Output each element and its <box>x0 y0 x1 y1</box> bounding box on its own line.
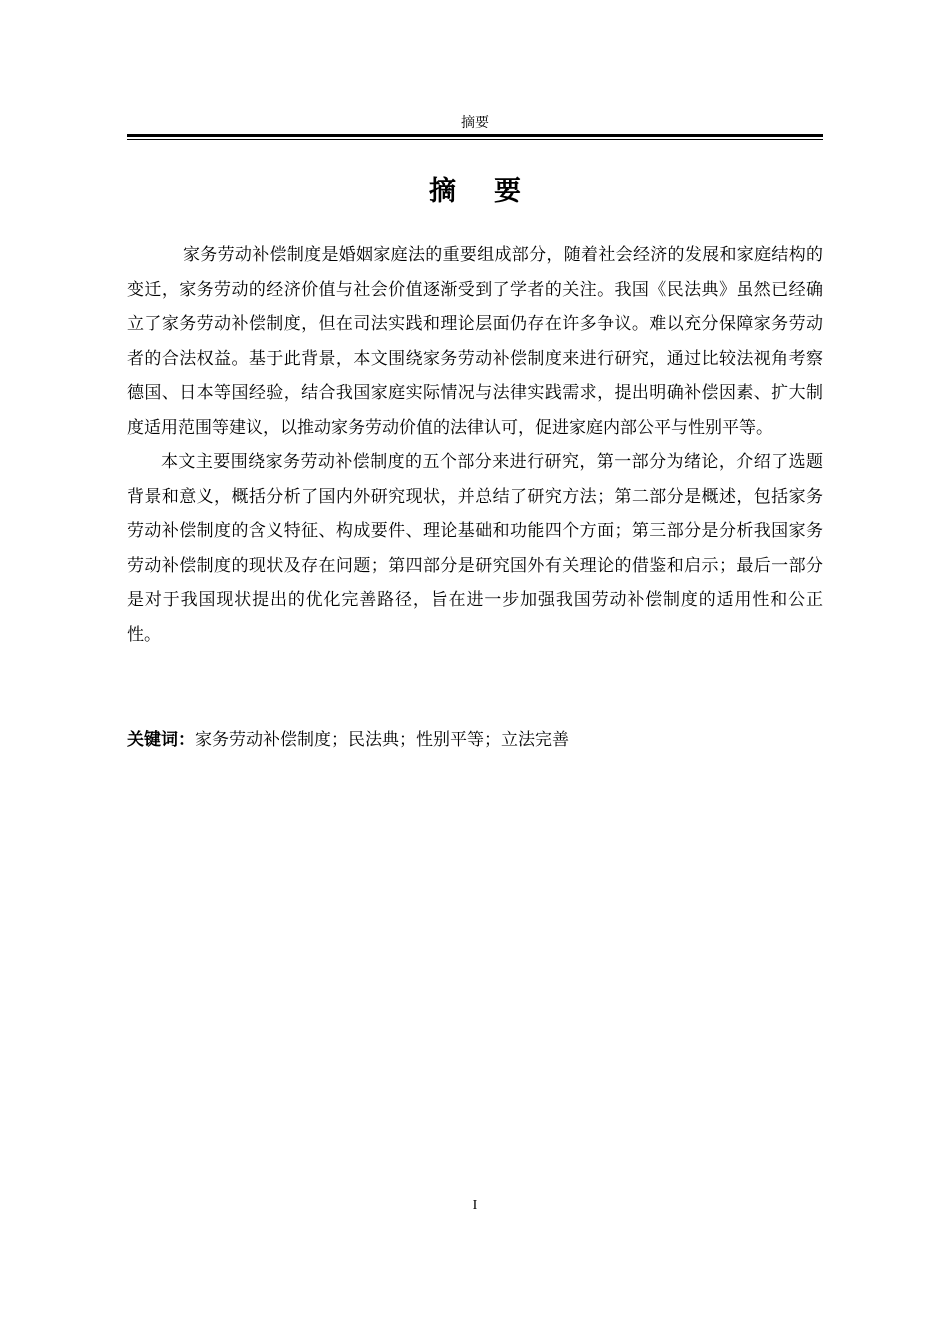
header-rule-thin <box>127 139 823 140</box>
abstract-body <box>127 238 823 652</box>
running-header: 摘要 <box>461 115 489 131</box>
abstract-paragraph-1: 家务劳动补偿制度是婚姻家庭法的重要组成部分，随着社会经济的发展和家庭结构的变迁，家务劳动的经济价值与社会价值逐渐受到了学者的关注。我国《民法典》虽然已经确立了家务劳动补偿制度，但在司法实践和理论层面仍存在许多争议。难以充分保障家务劳动者的合法权益。基于此背景，本文围绕家务劳动补偿制度来进行研究，通过比较法视角考察德国、日本等国经验，结合我国家庭实际情况与法律实践需求，提出明确补偿因素、扩大制度适用范围等建议，以推动家务劳动价值的法律认可，促进家庭内部公平与性别平等。 <box>127 245 823 438</box>
page-title: 摘要 <box>429 176 559 207</box>
abstract-paragraph-2: 本文主要围绕家务劳动补偿制度的五个部分来进行研究，第一部分为绪论，介绍了选题背景和意义，概括分析了国内外研究现状，并总结了研究方法；第二部分是概述，包括家务劳动补偿制度的含义特征、构成要件、理论基础和功能四个方面；第三部分是分析我国家务劳动补偿制度的现状及存在问题；第四部分是研究国外有关理论的借鉴和启示；最后一部分是对于我国现状提出的优化完善路径，旨在进一步加强我国劳动补偿制度的适用性和公正性。 <box>127 452 823 645</box>
page-number: I <box>472 1198 478 1213</box>
header-rule-thick <box>127 134 823 137</box>
keywords-line <box>127 725 823 755</box>
keywords-label: 关键词： <box>127 730 195 750</box>
keywords-text: 家务劳动补偿制度；民法典；性别平等；立法完善 <box>195 730 569 750</box>
